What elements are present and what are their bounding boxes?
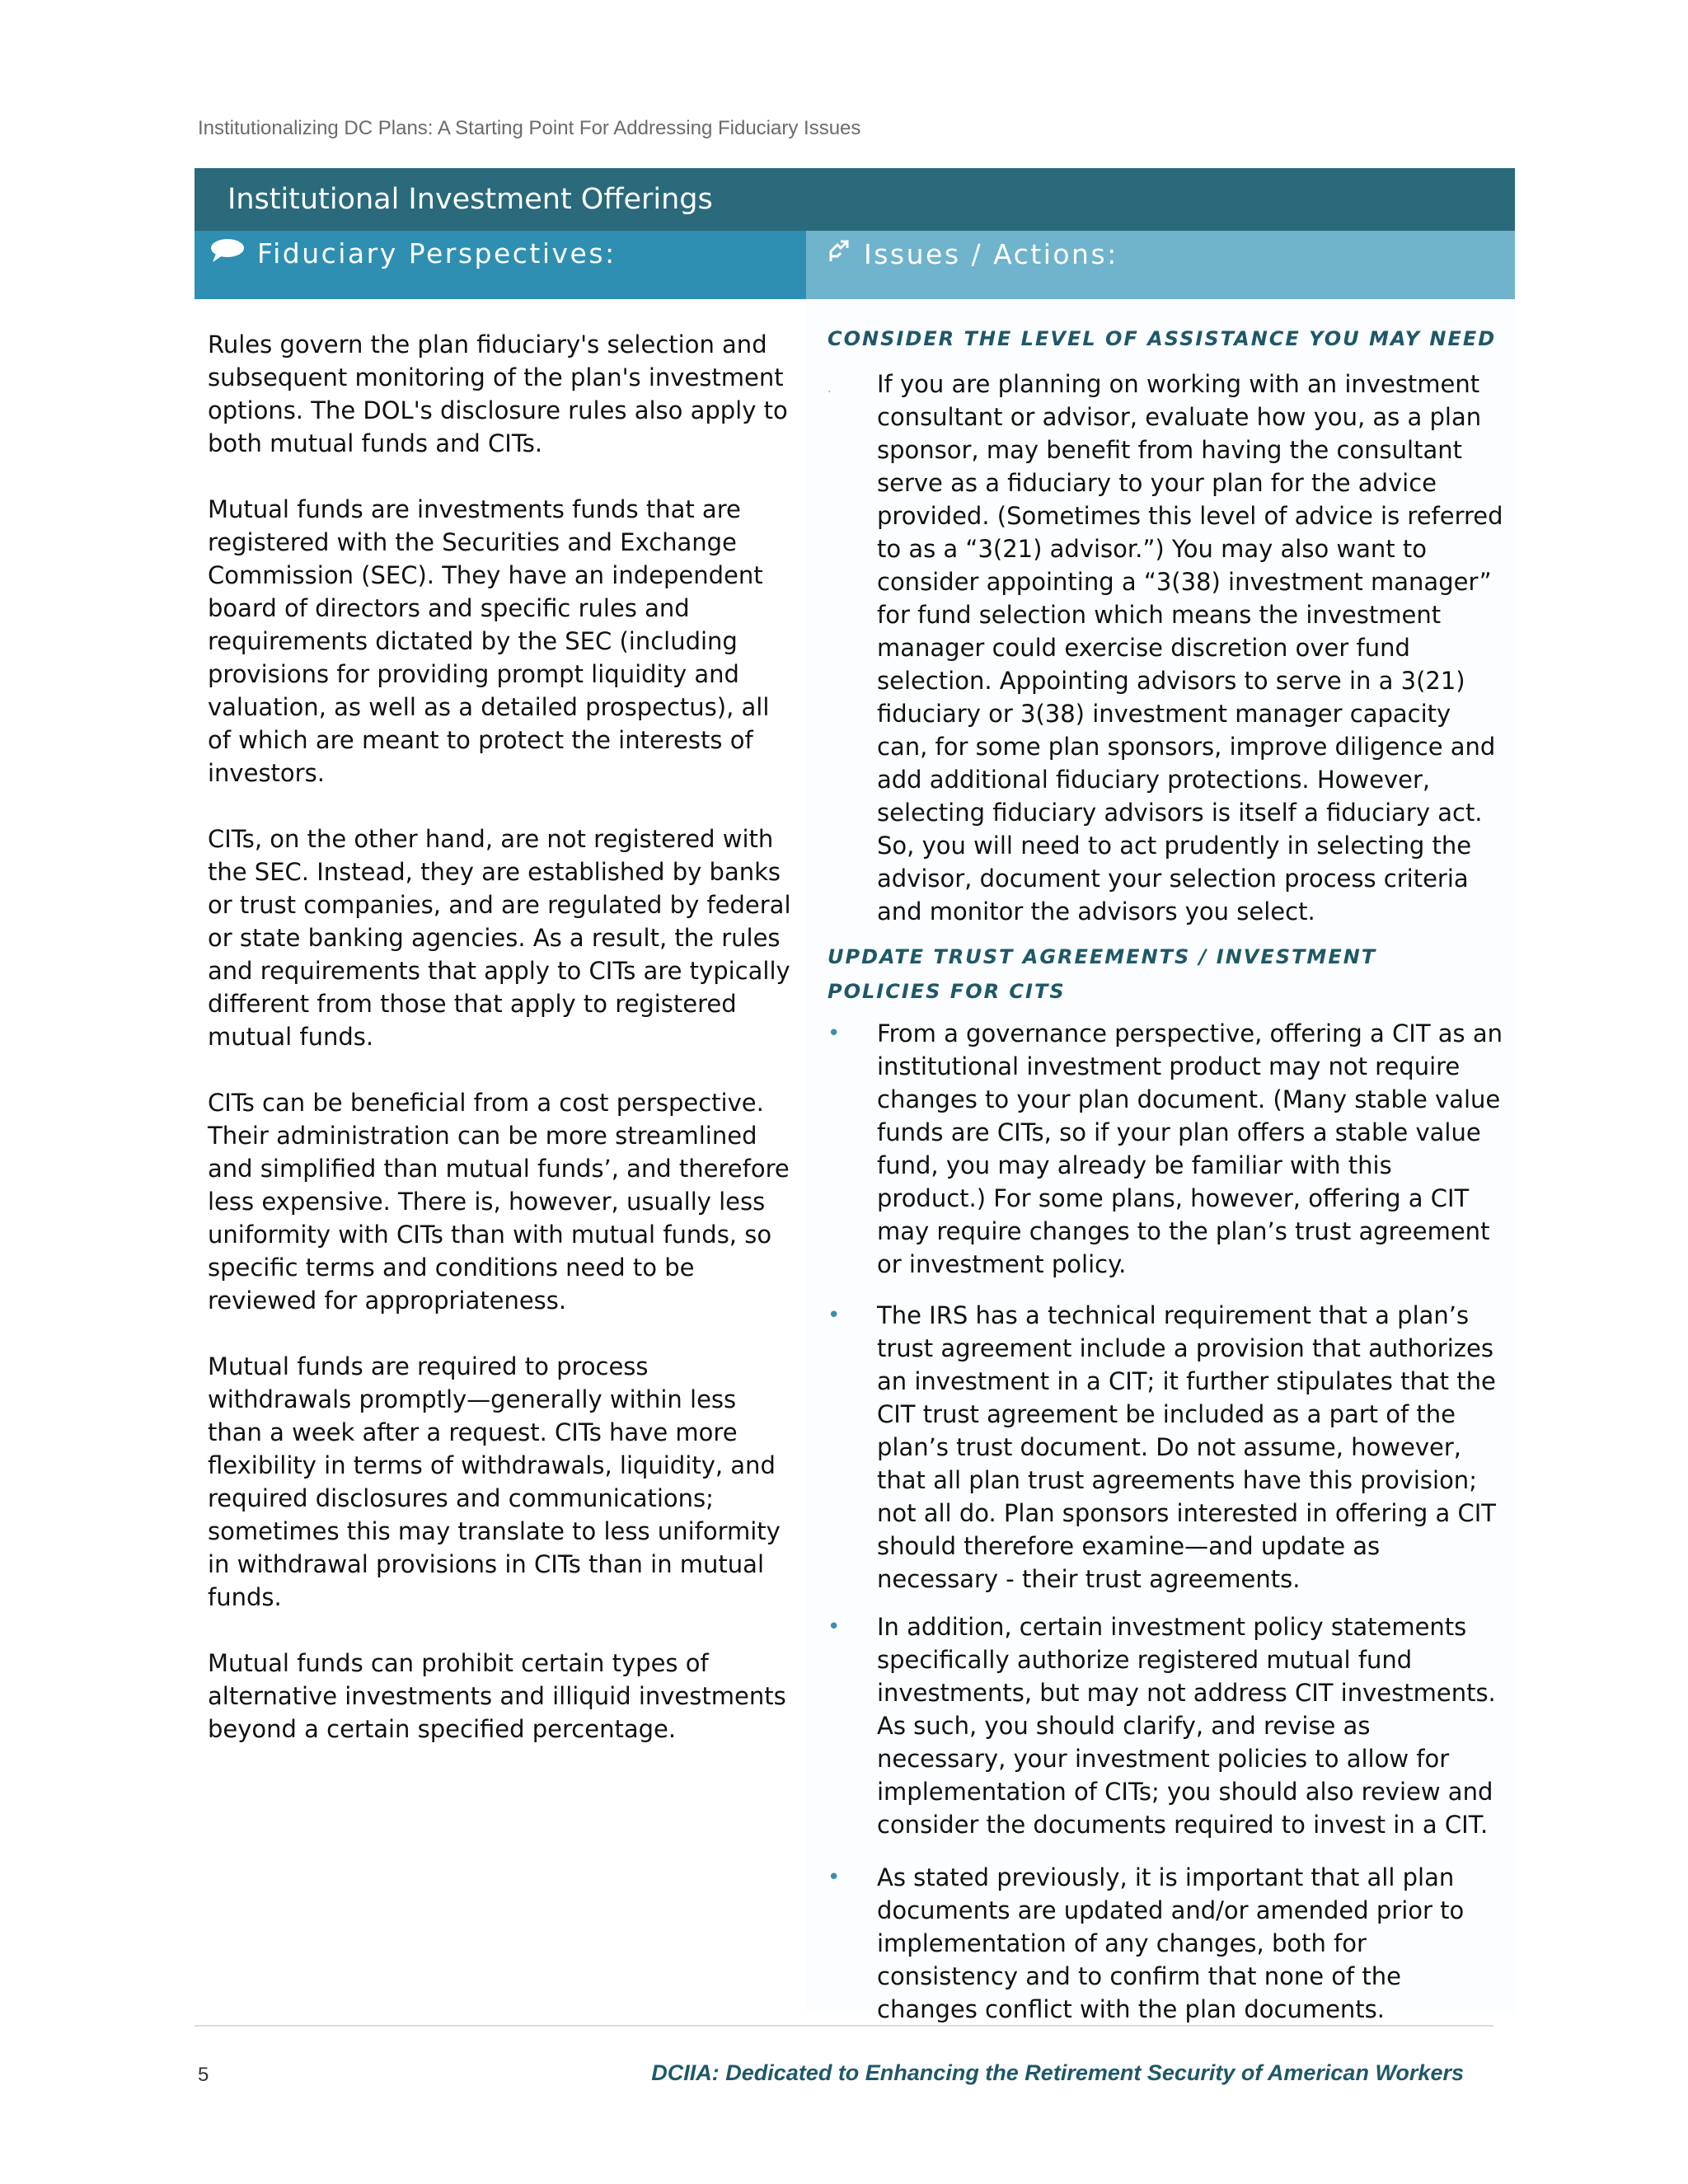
- bullet-icon: •: [828, 1021, 841, 1046]
- list-item: [828, 1610, 1503, 1841]
- list-item-text: If you are planning on working with an investment consultant or advisor, evaluate how you, as a plan sponsor, may benefit from having the consultant serve as a fiduciary to your plan for the advice provided. (Sometimes this level of advice is referred to as a “3(21) advisor.”) You may also want to consider appointing a “3(38) investment manager” for fund selection which means the investment manager could exercise discretion over fund selection. Appointing advisors to serve in a 3(21) fiduciary or 3(38) investment manager capacity can, for some plan sponsors, improve diligence and add additional fiduciary protections. However, selecting fiduciary advisors is itself a fiduciary act. So, you will need to act prudently in selecting the advisor, document your selection process criteria and monitor the advisors you select.: [877, 370, 1503, 926]
- paragraph: CITs, on the other hand, are not registered with the SEC. Instead, they are established by banks or trust companies, and are regulated by federal or state banking agencies. As a result, the rules and requirements that apply to CITs are typically different from those that apply to registered mutual funds.: [208, 825, 791, 1051]
- paragraph: Rules govern the plan fiduciary's selection and subsequent monitoring of the plan's investment options. The DOL's disclosure rules also apply to both mutual funds and CITs.: [208, 330, 788, 457]
- bullet-icon: •: [828, 1615, 841, 1639]
- list-item-text: The IRS has a technical requirement that a plan’s trust agreement include a provision that authorizes an investment in a CIT; it further stipulates that the CIT trust agreement be included as a part of the plan’s trust document. Do not assume, however, that all plan trust agreements have this provision; not all do. Plan sponsors interested in offering a CIT should therefore examine—and update as necessary - their trust agreements.: [877, 1301, 1496, 1593]
- list-item: [828, 1299, 1503, 1596]
- bullet-icon: •: [828, 1865, 841, 1890]
- paragraph: CITs can be beneficial from a cost perspective. Their administration can be more streamlined and simplified than mutual funds’, and therefore less expensive. There is, however, usually less uniformity with CITs than with mutual funds, so specific terms and conditions need to be reviewed for appropriateness.: [208, 1089, 790, 1315]
- page-number: 5: [198, 2064, 209, 2086]
- list-item-text: As stated previously, it is important that all plan documents are updated and/or amended prior to implementation of any changes, both for consistency and to confirm that none of the changes conflict with the plan documents.: [877, 1863, 1465, 2023]
- list-item: [828, 1017, 1503, 1281]
- running-header: Institutionalizing DC Plans: A Starting Point For Addressing Fiduciary Issues: [198, 117, 861, 139]
- bullet-icon: .: [828, 382, 832, 396]
- section-banner: [195, 168, 1515, 231]
- section-banner-title: Institutional Investment Offerings: [227, 183, 713, 216]
- fiduciary-perspectives-label: Fiduciary Perspectives:: [257, 237, 617, 269]
- list-item: [828, 1861, 1503, 2026]
- assistance-list: [828, 368, 1503, 928]
- footer-divider: [195, 2025, 1493, 2027]
- footer-tagline: DCIIA: Dedicated to Enhancing the Retirement Security of American Workers: [651, 2060, 1464, 2085]
- issues-actions-body: [828, 321, 1503, 2026]
- issues-actions-heading: [806, 231, 1515, 301]
- paragraph: Mutual funds are investments funds that are registered with the Securities and Exchange Commission (SEC). They have an independent board of directors and specific rules and requirements dictated by the SEC (including provisions for providing prompt liquidity and valuation, as well as a detailed prospectus), all of which are meant to protect the interests of investors.: [208, 495, 770, 787]
- fiduciary-perspectives-heading: [195, 231, 806, 299]
- paragraph: Mutual funds are required to process withdrawals promptly—generally within less than a week after a request. CITs have more flexibility in terms of withdrawals, liquidity, and required disclosures and communications; sometimes this may translate to less uniformity in withdrawal provisions in CITs than in mutual funds.: [208, 1352, 781, 1611]
- paragraph: Mutual funds can prohibit certain types of alternative investments and illiquid investments beyond a certain specified percentage.: [208, 1649, 786, 1743]
- bullet-icon: •: [828, 1303, 841, 1328]
- list-item: [828, 368, 1503, 928]
- list-item-text: In addition, certain investment policy statements specifically authorize registered mutual fund investments, but may not address CIT investments. As such, you should clarify, and revise as necessary, your investment policies to allow for implementation of CITs; you should also review and consider the documents required to invest in a CIT.: [877, 1613, 1496, 1839]
- trust-agreements-list: [828, 1017, 1503, 2026]
- speech-bubble-icon: [209, 237, 246, 270]
- subheading-assistance: CONSIDER THE LEVEL OF ASSISTANCE YOU MAY NEED: [828, 327, 1497, 350]
- hand-pointer-icon: [826, 238, 852, 271]
- list-item-text: From a governance perspective, offering a CIT as an institutional investment product may not require changes to your plan document. (Many stable value funds are CITs, so if your plan offers a stable value fund, you may already be familiar with this product.) For some plans, however, offering a CIT may require changes to the plan’s trust agreement or investment policy.: [877, 1019, 1503, 1278]
- issues-actions-label: Issues / Actions:: [864, 238, 1118, 270]
- subheading-trust-agreements: UPDATE TRUST AGREEMENTS / INVESTMENT POLICIES FOR CITS: [828, 945, 1377, 1003]
- fiduciary-perspectives-body: [208, 328, 798, 1779]
